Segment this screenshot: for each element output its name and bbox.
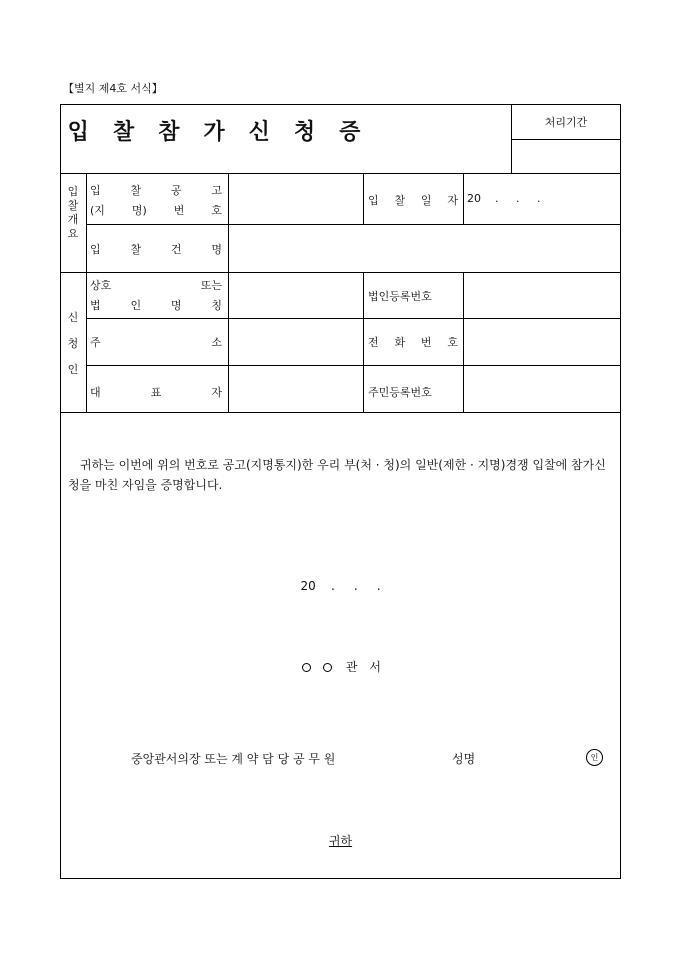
divider — [363, 272, 364, 412]
divider — [86, 365, 621, 366]
applicant-label: 신 청 인 — [67, 311, 79, 376]
issue-date: 20 . . . — [300, 579, 381, 593]
address-field[interactable] — [230, 320, 361, 363]
divider — [228, 173, 229, 412]
phone-label: 전 화 번 호 — [368, 336, 458, 349]
form-code: 【별지 제4호 서식】 — [63, 82, 163, 95]
divider — [86, 224, 621, 225]
addressee: 귀하 — [328, 834, 353, 848]
resident-reg-field[interactable] — [465, 367, 619, 410]
placeholder-circle-icon — [323, 663, 332, 672]
representative-label: 대 표 자 — [90, 386, 222, 399]
seal-icon[interactable]: 인 — [586, 749, 603, 766]
corp-reg-label: 법인등록번호 — [368, 290, 432, 303]
company-name-label: 상호 또는 — [90, 279, 222, 292]
divider — [60, 173, 621, 174]
bid-date-label: 입 찰 일 자 — [368, 194, 458, 207]
divider — [86, 318, 621, 319]
processing-period-label: 처리기간 — [544, 116, 588, 129]
corp-reg-field[interactable] — [465, 274, 619, 316]
resident-reg-label: 주민등록번호 — [368, 386, 432, 399]
divider — [60, 412, 621, 413]
bid-overview-label: 입 찰 개 요 — [67, 185, 79, 240]
notice-no-label: (지 명) 번 호 — [90, 204, 222, 217]
signer-title: 중앙관서의장 또는 계 약 담 당 공 무 원 — [131, 752, 336, 766]
office-name: 관 서 — [60, 658, 621, 675]
divider — [511, 139, 621, 140]
placeholder-circle-icon — [302, 663, 311, 672]
divider — [463, 173, 464, 224]
bid-date-field[interactable]: 20 . . . — [467, 192, 541, 205]
representative-field[interactable] — [230, 367, 361, 410]
bid-name-field[interactable] — [230, 226, 619, 270]
phone-field[interactable] — [465, 320, 619, 363]
divider — [363, 173, 364, 224]
page-title: 입찰참가신청증 — [67, 119, 385, 145]
bid-name-label: 입 찰 건 명 — [90, 243, 222, 256]
divider — [86, 173, 87, 412]
divider — [60, 272, 621, 273]
processing-period-field[interactable] — [513, 141, 619, 171]
notice-no-field[interactable] — [230, 175, 361, 222]
address-label: 주 소 — [90, 336, 222, 349]
divider — [463, 272, 464, 412]
company-name-label: 법 인 명 칭 — [90, 299, 222, 312]
company-name-field[interactable] — [230, 274, 361, 316]
notice-no-label: 입 찰 공 고 — [90, 184, 222, 197]
sign-name-label: 성명 — [452, 752, 476, 766]
certificate-body: 귀하는 이번에 위의 번호로 공고(지명통지)한 우리 부(처 · 청)의 일반(제한 · 지명)경쟁 입찰에 참가신청을 마친 자임을 증명합니다. — [68, 458, 606, 492]
